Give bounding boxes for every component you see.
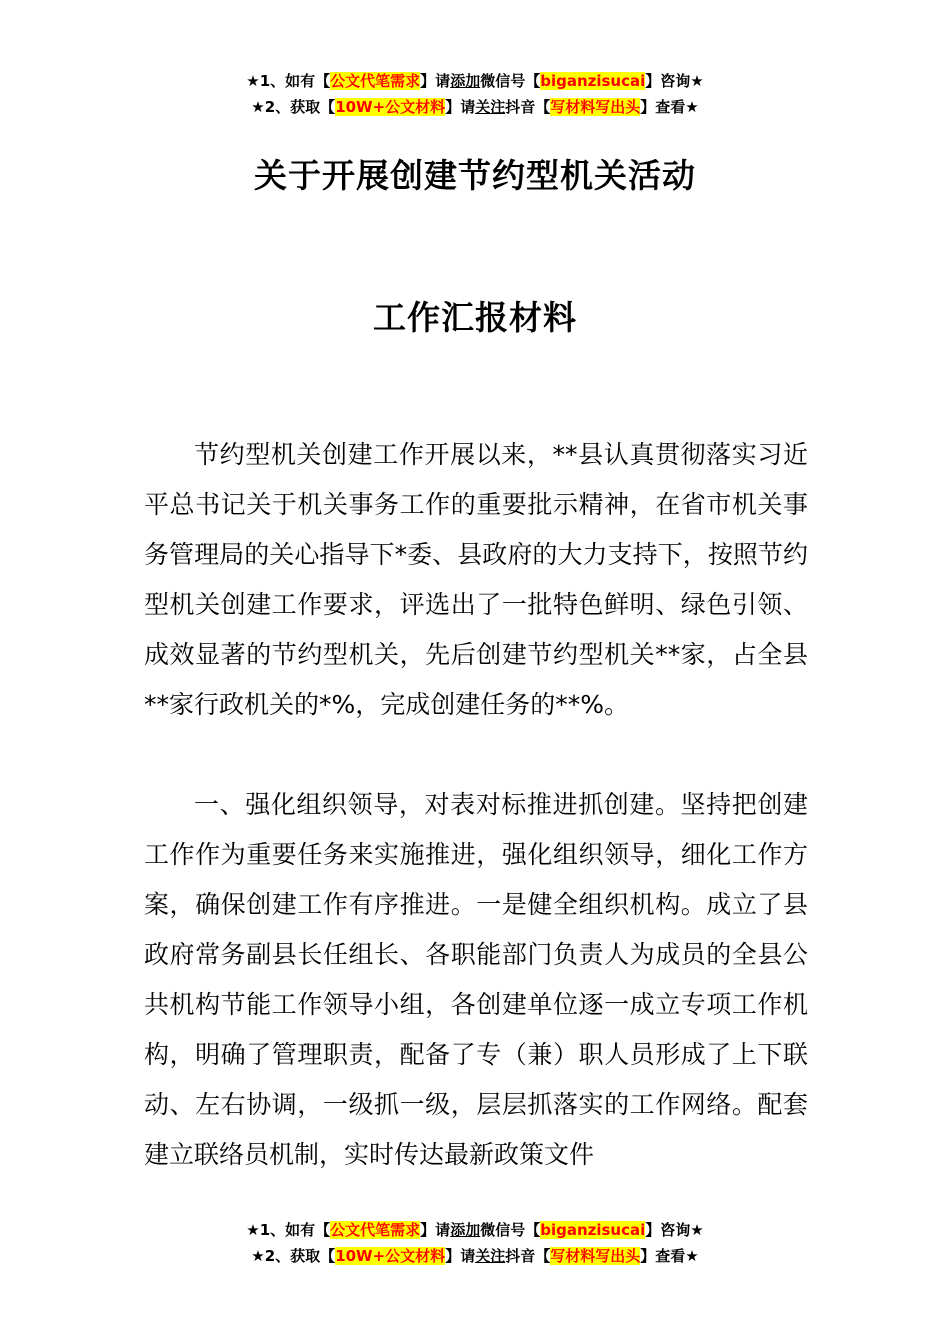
promo-banner-bottom bbox=[0, 1217, 950, 1269]
document-title-line-2: 工作汇报材料 bbox=[373, 298, 577, 337]
promo-text: ★2、获取【 bbox=[251, 98, 336, 116]
promo-line-2 bbox=[0, 94, 950, 120]
promo-text: 微信号【 bbox=[480, 1221, 541, 1239]
promo-text: ★2、获取【 bbox=[251, 1247, 336, 1265]
promo-text: 】请 bbox=[420, 1221, 451, 1239]
promo-text: 】请 bbox=[445, 1247, 476, 1265]
promo-text: 抖音【 bbox=[505, 1247, 551, 1265]
promo-text: 抖音【 bbox=[505, 98, 551, 116]
promo-douyin-id: 写材料写出头 bbox=[550, 1247, 641, 1265]
body-paragraph-2: 一、强化组织领导，对表对标推进抓创建。坚持把创建工作作为重要任务来实施推进，强化组织领导，细化工作方案，确保创建工作有序推进。一是健全组织机构。成立了县政府常务副县长任组长、各职能部门负责人为成员的全县公共机构节能工作领导小组，各创建单位逐一成立专项工作机构，明确了管理职责，配备了专（兼）职人员形成了上下联动、左右协调，一级抓一级，层层抓落实的工作网络。配套建立联络员机制，实时传达最新政策文件 bbox=[144, 790, 808, 1169]
promo-underlined: 关注 bbox=[475, 98, 506, 116]
promo-underlined: 添加 bbox=[450, 1221, 481, 1239]
promo-underlined: 关注 bbox=[475, 1247, 506, 1265]
promo-highlight: 公文代笔需求 bbox=[330, 72, 421, 90]
promo-text: 】请 bbox=[445, 98, 476, 116]
promo-highlight: 公文代笔需求 bbox=[330, 1221, 421, 1239]
promo-line-1 bbox=[0, 1217, 950, 1243]
promo-line-1 bbox=[0, 68, 950, 94]
promo-highlight: 10W+公文材料 bbox=[335, 1247, 446, 1265]
promo-line-2 bbox=[0, 1243, 950, 1269]
promo-text: 】查看★ bbox=[640, 98, 699, 116]
promo-text: 】咨询★ bbox=[645, 1221, 704, 1239]
document-title-line-1: 关于开展创建节约型机关活动 bbox=[254, 156, 696, 195]
promo-highlight: 10W+公文材料 bbox=[335, 98, 446, 116]
promo-text: 】咨询★ bbox=[645, 72, 704, 90]
promo-text: 】请 bbox=[420, 72, 451, 90]
promo-wechat-id: biganzisucai bbox=[540, 1221, 646, 1239]
promo-underlined: 添加 bbox=[450, 72, 481, 90]
promo-text: ★1、如有【 bbox=[246, 1221, 331, 1239]
promo-douyin-id: 写材料写出头 bbox=[550, 98, 641, 116]
promo-text: 】查看★ bbox=[640, 1247, 699, 1265]
body-paragraph-1: 节约型机关创建工作开展以来，**县认真贯彻落实习近平总书记关于机关事务工作的重要批示精神，在省市机关事务管理局的关心指导下*委、县政府的大力支持下，按照节约型机关创建工作要求，评选出了一批特色鲜明、绿色引领、成效显著的节约型机关，先后创建节约型机关**家，占全县**家行政机关的*%，完成创建任务的**%。 bbox=[144, 440, 808, 719]
promo-text: ★1、如有【 bbox=[246, 72, 331, 90]
promo-banner-top bbox=[0, 68, 950, 120]
promo-text: 微信号【 bbox=[480, 72, 541, 90]
promo-wechat-id: biganzisucai bbox=[540, 72, 646, 90]
